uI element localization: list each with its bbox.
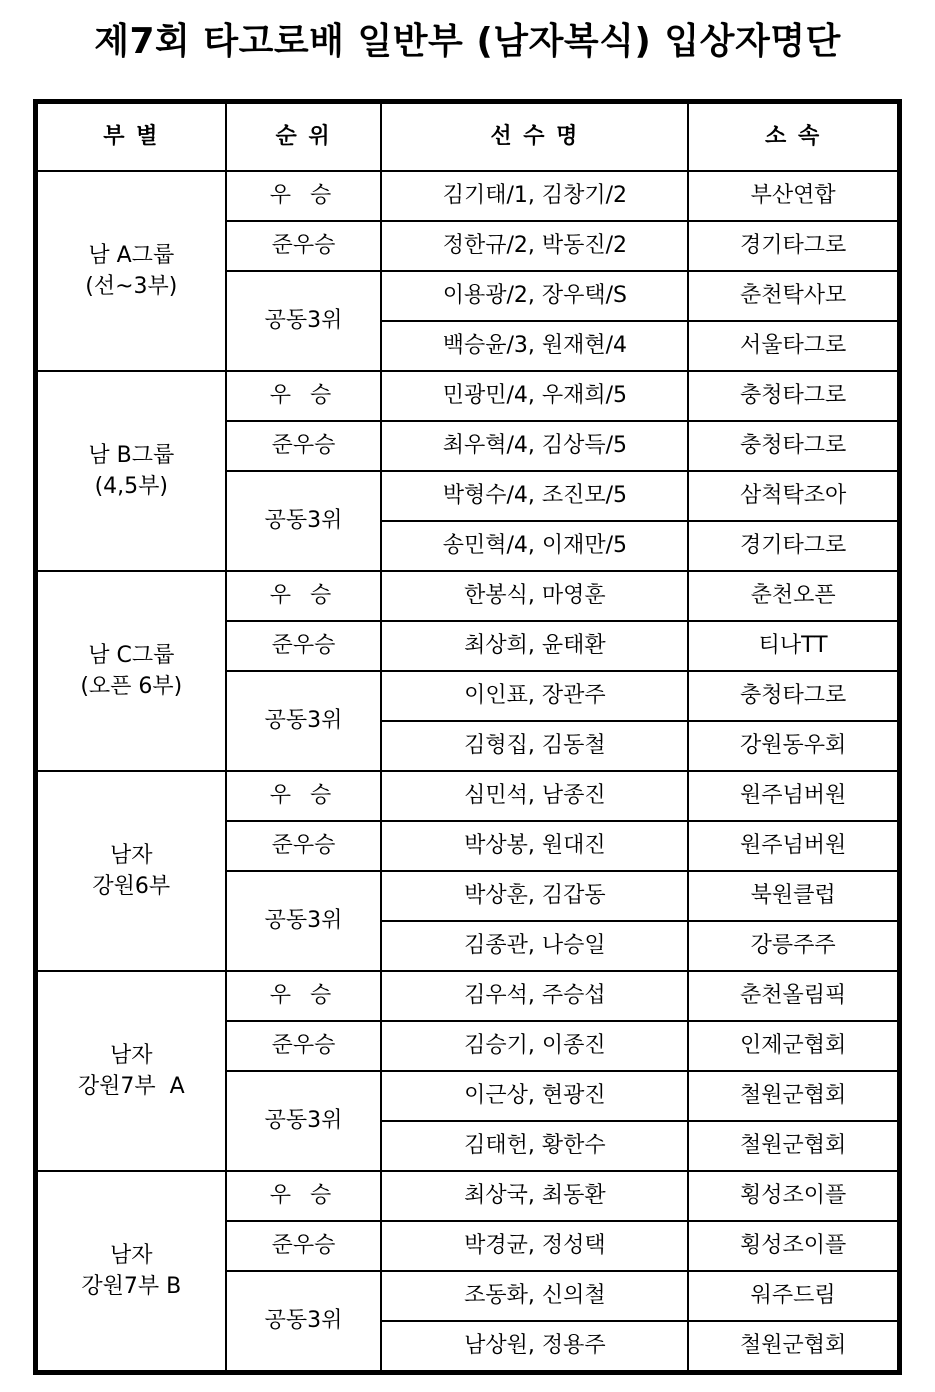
division-cell	[36, 771, 226, 971]
affiliation-cell: 원주넘버원	[688, 771, 899, 821]
affiliation-cell: 원주넘버원	[688, 821, 899, 871]
players-cell: 남상원, 정용주	[381, 1321, 688, 1373]
players-cell: 김우석, 주승섭	[381, 971, 688, 1021]
players-cell: 박상봉, 원대진	[381, 821, 688, 871]
rank-cell: 공동3위	[226, 471, 382, 571]
division-label-line: 강원7부 A	[77, 1074, 185, 1099]
affiliation-cell: 강원동우회	[688, 721, 899, 771]
players-cell: 김태헌, 황한수	[381, 1121, 688, 1171]
players-cell: 김기태/1, 김창기/2	[381, 171, 688, 221]
division-cell	[36, 171, 226, 371]
rank-cell: 공동3위	[226, 871, 382, 971]
rank-cell: 공동3위	[226, 671, 382, 771]
players-cell: 이용광/2, 장우택/S	[381, 271, 688, 321]
header-row	[36, 102, 900, 172]
players-cell: 조동화, 신의철	[381, 1271, 688, 1321]
rank-cell: 준우승	[226, 621, 382, 671]
rank-cell: 우 승	[226, 171, 382, 221]
rank-cell: 준우승	[226, 221, 382, 271]
division-label-line: (4,5부)	[94, 474, 168, 499]
affiliation-cell: 인제군협회	[688, 1021, 899, 1071]
rank-cell: 공동3위	[226, 1271, 382, 1373]
affiliation-cell: 경기타그로	[688, 221, 899, 271]
rank-cell: 우 승	[226, 1171, 382, 1221]
division-cell	[36, 371, 226, 571]
division-label-line: 남 B그룹	[88, 443, 175, 468]
affiliation-cell: 경기타그로	[688, 521, 899, 571]
affiliation-cell: 횡성조이플	[688, 1221, 899, 1271]
players-cell: 박형수/4, 조진모/5	[381, 471, 688, 521]
division-cell	[36, 971, 226, 1171]
affiliation-cell: 철원군협회	[688, 1071, 899, 1121]
table-row	[36, 771, 900, 821]
division-label-line: 남자	[110, 843, 153, 868]
header-rank: 순 위	[226, 102, 382, 172]
division-cell	[36, 1171, 226, 1373]
players-cell: 김승기, 이종진	[381, 1021, 688, 1071]
affiliation-cell: 춘천오픈	[688, 571, 899, 621]
table-row	[36, 171, 900, 221]
affiliation-cell: 북원클럽	[688, 871, 899, 921]
division-label-line: 강원7부 B	[81, 1274, 182, 1299]
table-row	[36, 371, 900, 421]
affiliation-cell: 강릉주주	[688, 921, 899, 971]
affiliation-cell: 철원군협회	[688, 1321, 899, 1373]
rank-cell: 준우승	[226, 421, 382, 471]
header-players: 선 수 명	[381, 102, 688, 172]
affiliation-cell: 철원군협회	[688, 1121, 899, 1171]
affiliation-cell: 춘천올림픽	[688, 971, 899, 1021]
rank-cell: 우 승	[226, 571, 382, 621]
division-cell	[36, 571, 226, 771]
division-label-line: 남 C그룹	[88, 643, 175, 668]
rank-cell: 준우승	[226, 1221, 382, 1271]
affiliation-cell: 워주드림	[688, 1271, 899, 1321]
table-row	[36, 971, 900, 1021]
rank-cell: 우 승	[226, 771, 382, 821]
rank-cell: 우 승	[226, 371, 382, 421]
page-title: 제7회 타고로배 일반부 (남자복식) 입상자명단	[94, 21, 841, 62]
division-label-line: 남자	[110, 1043, 153, 1068]
players-cell: 이인표, 장관주	[381, 671, 688, 721]
affiliation-cell: 삼척탁조아	[688, 471, 899, 521]
division-label-line: (오픈 6부)	[80, 674, 183, 699]
affiliation-cell: 춘천탁사모	[688, 271, 899, 321]
players-cell: 한봉식, 마영훈	[381, 571, 688, 621]
players-cell: 최상희, 윤태환	[381, 621, 688, 671]
affiliation-cell: 부산연합	[688, 171, 899, 221]
table-body	[36, 171, 900, 1373]
affiliation-cell: 횡성조이플	[688, 1171, 899, 1221]
players-cell: 정한규/2, 박동진/2	[381, 221, 688, 271]
rank-cell: 공동3위	[226, 1071, 382, 1171]
players-cell: 이근상, 현광진	[381, 1071, 688, 1121]
affiliation-cell: 충청타그로	[688, 371, 899, 421]
players-cell: 김종관, 나승일	[381, 921, 688, 971]
table-row	[36, 1171, 900, 1221]
header-division: 부 별	[36, 102, 226, 172]
players-cell: 민광민/4, 우재희/5	[381, 371, 688, 421]
affiliation-cell: 충청타그로	[688, 671, 899, 721]
players-cell: 김형집, 김동철	[381, 721, 688, 771]
rank-cell: 공동3위	[226, 271, 382, 371]
division-label-line: 강원6부	[92, 874, 171, 899]
affiliation-cell: 충청타그로	[688, 421, 899, 471]
division-label-line: 남 A그룹	[88, 243, 175, 268]
players-cell: 최상국, 최동환	[381, 1171, 688, 1221]
rank-cell: 우 승	[226, 971, 382, 1021]
players-cell: 심민석, 남종진	[381, 771, 688, 821]
division-label-line: (선~3부)	[85, 274, 178, 299]
rank-cell: 준우승	[226, 1021, 382, 1071]
rank-cell: 준우승	[226, 821, 382, 871]
division-label-line: 남자	[110, 1243, 153, 1268]
players-cell: 박상훈, 김갑동	[381, 871, 688, 921]
players-cell: 박경균, 정성택	[381, 1221, 688, 1271]
players-cell: 최우혁/4, 김상득/5	[381, 421, 688, 471]
players-cell: 송민혁/4, 이재만/5	[381, 521, 688, 571]
players-cell: 백승윤/3, 원재현/4	[381, 321, 688, 371]
header-affiliation: 소 속	[688, 102, 899, 172]
table-row	[36, 571, 900, 621]
affiliation-cell: 티나TT	[688, 621, 899, 671]
results-table	[33, 99, 902, 1375]
affiliation-cell: 서울타그로	[688, 321, 899, 371]
